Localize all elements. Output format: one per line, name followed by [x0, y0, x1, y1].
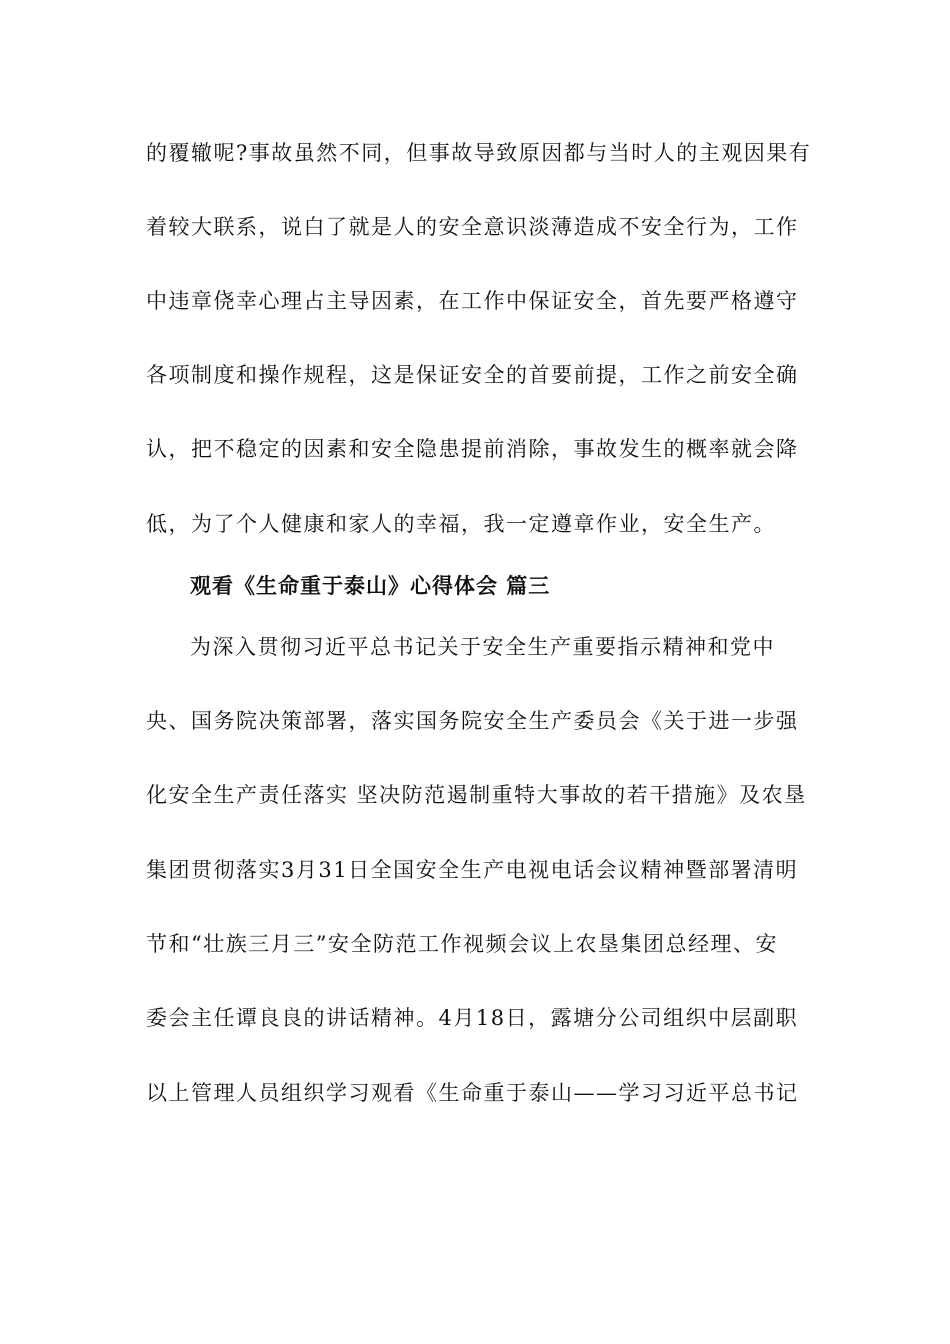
paragraph-line: 委会主任谭良良的讲话精神。4月18日，露塘分公司组织中层副职 [146, 1006, 799, 1030]
paragraph-line: 集团贯彻落实3月31日全国安全生产电视电话会议精神暨部署清明 [146, 858, 799, 882]
paragraph-line: 央、国务院决策部署，落实国务院安全生产委员会《关于进一步强 [146, 709, 799, 733]
paragraph-line: 着较大联系，说白了就是人的安全意识淡薄造成不安全行为，工作 [146, 215, 799, 239]
paragraph-line: 节和“壮族三月三”安全防范工作视频会议上农垦集团总经理、安 [146, 932, 778, 956]
paragraph-line: 的覆辙呢?事故虽然不同，但事故导致原因都与当时人的主观因果有 [146, 141, 812, 165]
paragraph-line: 低，为了个人健康和家人的幸福，我一定遵章作业，安全生产。 [146, 512, 776, 536]
paragraph-line: 为深入贯彻习近平总书记关于安全生产重要指示精神和党中 [190, 635, 775, 659]
paragraph-line: 以上管理人员组织学习观看《生命重于泰山——学习习近平总书记 [146, 1081, 799, 1105]
section-heading: 观看《生命重于泰山》心得体会 篇三 [190, 574, 551, 598]
paragraph-line: 认，把不稳定的因素和安全隐患提前消除，事故发生的概率就会降 [146, 437, 799, 461]
paragraph-line: 中违章侥幸心理占主导因素，在工作中保证安全，首先要严格遵守 [146, 289, 799, 313]
paragraph-line: 化安全生产责任落实 坚决防范遏制重特大事故的若干措施》及农垦 [146, 783, 807, 807]
paragraph-line: 各项制度和操作规程，这是保证安全的首要前提，工作之前安全确 [146, 363, 799, 387]
